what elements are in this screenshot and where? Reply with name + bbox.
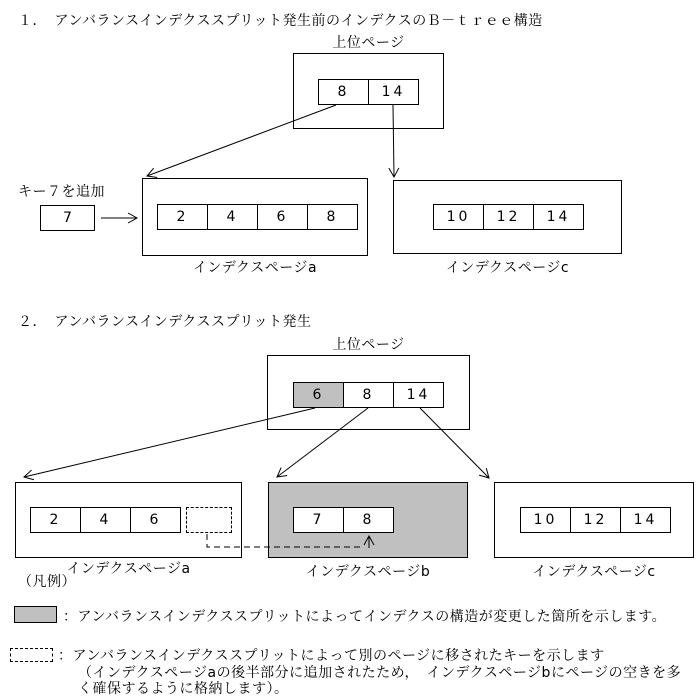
legend-item1-text: ：アンバランスインデクススプリットによってインデクスの構造が変更した箇所を示します。 — [63, 609, 667, 625]
key-cell: 2 — [157, 204, 208, 230]
key-cell: 8 — [307, 204, 358, 230]
key-cell: 8 — [318, 79, 369, 105]
section1-parent-page-label: 上位ページ — [332, 35, 405, 51]
key-cell: 12 — [570, 507, 621, 533]
legend-item2-note-line1: （インデクスページaの後半部分に追加されたため， インデクスページbにページの空きを多 — [78, 665, 682, 681]
legend-item2-note-line2: く確保するように格納します）。 — [78, 681, 289, 697]
section2-page-b-cells — [293, 507, 394, 533]
section1-key-add-label: キー７を追加 — [18, 184, 105, 200]
key-cell-highlighted: 6 — [293, 382, 344, 408]
section1-key7-box: 7 — [40, 205, 95, 231]
key-cell: 7 — [293, 507, 344, 533]
legend-dashed-swatch — [10, 648, 53, 662]
section1-title: １． アンバランスインデクススプリット発生前のインデクスのＢ－ｔｒｅｅ構造 — [18, 13, 543, 29]
legend-item2-text: ：アンバランスインデクススプリットによって別のページに移されたキーを示します — [58, 648, 605, 664]
section2-page-c-label: インデクスページc — [532, 564, 656, 580]
key-cell: 8 — [343, 507, 394, 533]
section1-page-c-label: インデクスページc — [445, 260, 570, 276]
section2-page-b-label: インデクスページb — [305, 564, 431, 580]
key-cell: 8 — [343, 382, 394, 408]
key-cell: 10 — [433, 204, 484, 230]
section1-page-a-cells — [157, 204, 358, 230]
section2-page-a-cells — [30, 507, 181, 533]
section2-title: ２． アンバランスインデクススプリット発生 — [18, 314, 312, 330]
key-cell: 14 — [393, 382, 444, 408]
key-cell: 6 — [130, 507, 181, 533]
key-cell: 14 — [620, 507, 671, 533]
key-cell: 6 — [257, 204, 308, 230]
legend-heading: （凡例） — [18, 574, 76, 590]
key-cell: 10 — [520, 507, 571, 533]
moved-key-dashed-cell — [186, 507, 232, 533]
section1-parent-cells — [318, 79, 419, 105]
section2-parent-page-label: 上位ページ — [332, 337, 405, 353]
section1-page-a-label: インデクスページa — [192, 260, 318, 276]
section2-parent-cells — [293, 382, 444, 408]
section1-page-c-cells — [433, 204, 584, 230]
key-cell: 4 — [207, 204, 258, 230]
key-cell: 12 — [483, 204, 534, 230]
legend-gray-swatch — [14, 606, 57, 623]
section2-page-c-cells — [520, 507, 671, 533]
key-cell: 2 — [30, 507, 81, 533]
key-cell: 4 — [80, 507, 131, 533]
section2-page-a-label: インデクスページa — [66, 561, 191, 577]
key-cell: 14 — [533, 204, 584, 230]
key-cell: 14 — [368, 79, 419, 105]
